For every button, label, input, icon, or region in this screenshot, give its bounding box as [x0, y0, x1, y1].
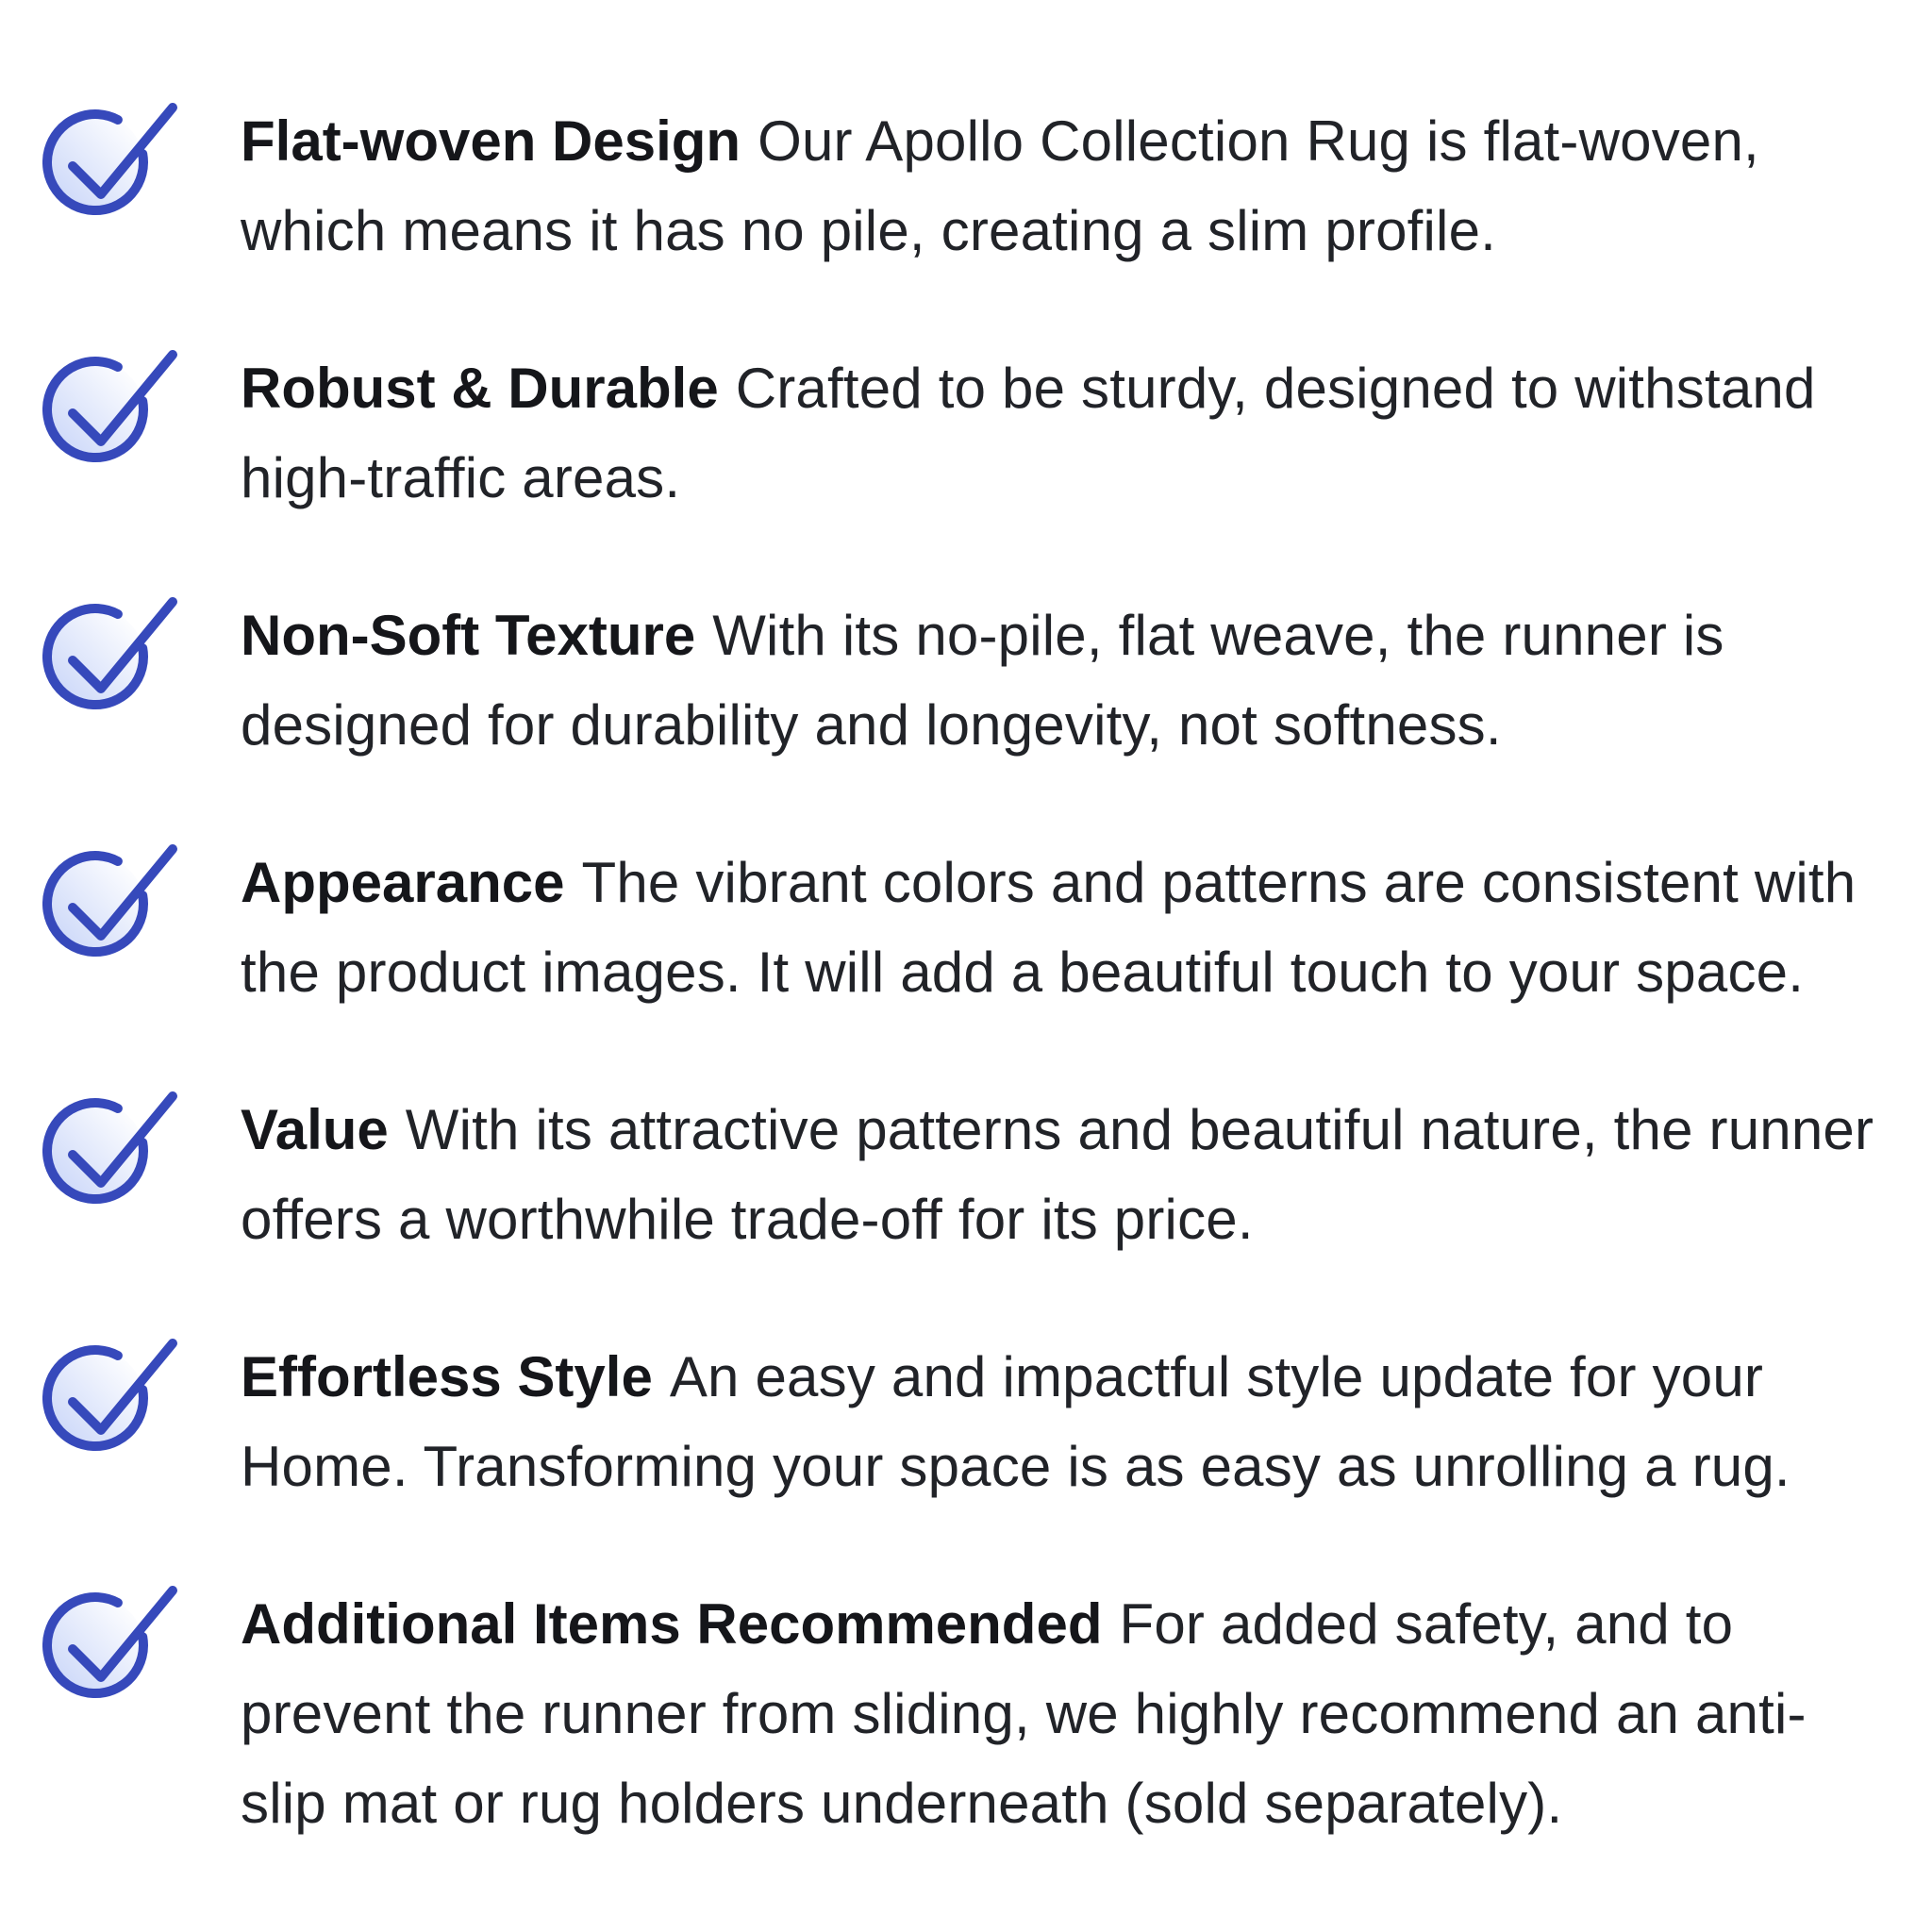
feature-title: Appearance: [241, 851, 565, 914]
check-circle-icon: [42, 841, 184, 966]
feature-description: The vibrant colors and patterns are consistent with the product images. It will add a beautiful touch to your space.: [241, 851, 1857, 1004]
feature-text: [241, 1085, 1880, 1264]
feature-description: An easy and impactful style update for your Home. Transforming your space is as easy as unrolling a rug.: [241, 1345, 1790, 1498]
feature-item: [42, 838, 1880, 1017]
feature-text: [241, 96, 1880, 275]
check-circle-icon: [42, 347, 184, 472]
feature-item: [42, 1332, 1880, 1511]
feature-description: For added safety, and to prevent the runner from sliding, we highly recommend an anti-slip mat or rug holders underneath (sold separately).: [241, 1592, 1807, 1835]
feature-text: [241, 838, 1880, 1017]
check-circle-icon: [42, 1089, 184, 1213]
feature-item: [42, 96, 1880, 275]
feature-title: Non-Soft Texture: [241, 604, 696, 667]
feature-text: [241, 591, 1880, 770]
check-circle-icon: [42, 1583, 184, 1707]
feature-item: [42, 1579, 1880, 1848]
feature-description: Crafted to be sturdy, designed to withstand high-traffic areas.: [241, 357, 1816, 509]
feature-title: Flat-woven Design: [241, 109, 741, 173]
check-circle-icon: [42, 100, 184, 225]
feature-item: [42, 591, 1880, 770]
feature-title: Robust & Durable: [241, 357, 719, 420]
feature-text: [241, 1579, 1880, 1848]
feature-title: Effortless Style: [241, 1345, 653, 1408]
feature-title: Value: [241, 1098, 389, 1161]
feature-description: With its no-pile, flat weave, the runner is designed for durability and longevity, not softness.: [241, 604, 1724, 757]
check-circle-icon: [42, 1336, 184, 1460]
feature-description: With its attractive patterns and beautiful nature, the runner offers a worthwhile trade-off for its price.: [241, 1098, 1874, 1251]
check-circle-icon: [42, 594, 184, 719]
feature-description: Our Apollo Collection Rug is flat-woven, which means it has no pile, creating a slim profile.: [241, 109, 1759, 262]
feature-item: [42, 343, 1880, 523]
feature-text: [241, 1332, 1880, 1511]
feature-text: [241, 343, 1880, 523]
feature-title: Additional Items Recommended: [241, 1592, 1103, 1656]
feature-item: [42, 1085, 1880, 1264]
